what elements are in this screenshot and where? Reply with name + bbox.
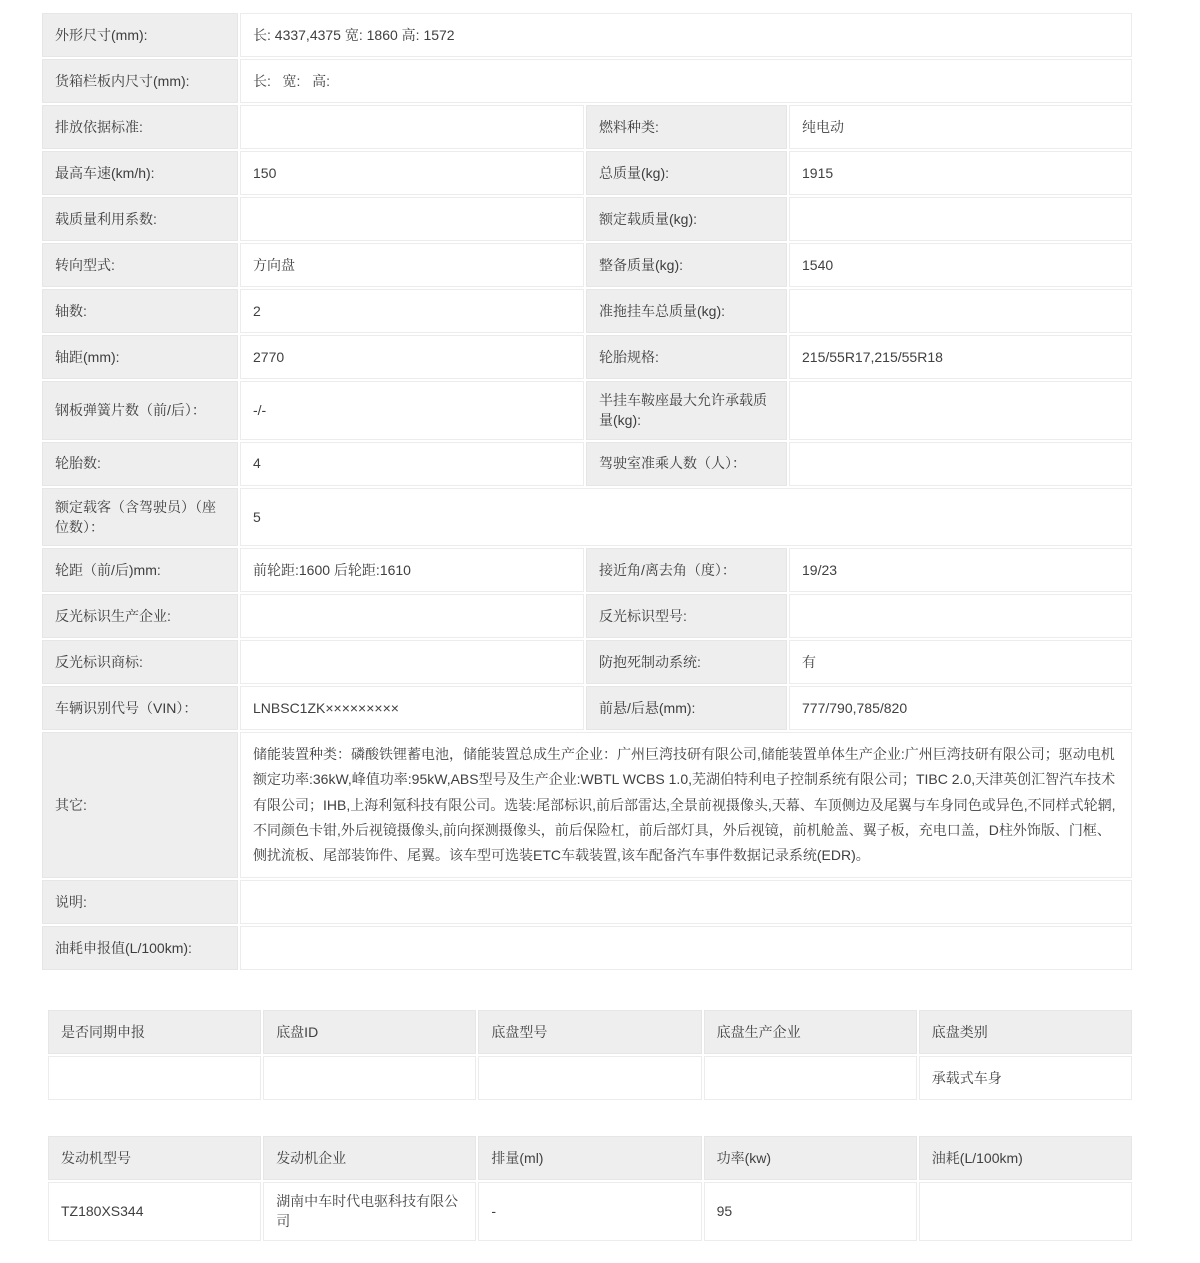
spec-label: 反光标识型号: [586,594,787,638]
spec-value [789,289,1132,333]
spec-value: 1915 [789,151,1132,195]
spec-value [240,640,584,684]
spec-value: 有 [789,640,1132,684]
spec-label: 油耗申报值(L/100km): [42,926,238,970]
spec-label: 货箱栏板内尺寸(mm): [42,59,238,103]
spec-label: 接近角/离去角（度）： [586,548,787,592]
column-header: 是否同期申报 [48,1010,261,1054]
vehicle-spec-table [40,11,1134,972]
table-row [42,926,1132,970]
spec-label: 轴距(mm): [42,335,238,379]
spec-label: 准拖挂车总质量(kg): [586,289,787,333]
table-row [42,105,1132,149]
engine-cell: 95 [704,1182,917,1241]
table-row [42,381,1132,440]
spec-label: 排放依据标准: [42,105,238,149]
spec-label: 转向型式: [42,243,238,287]
spec-label: 反光标识商标: [42,640,238,684]
table-row [42,594,1132,638]
column-header: 底盘类别 [919,1010,1132,1054]
spec-value [240,197,584,241]
chassis-cell [48,1056,261,1100]
spec-value [789,197,1132,241]
column-header: 发动机企业 [263,1136,476,1180]
spec-label: 其它: [42,732,238,878]
spec-label: 总质量(kg): [586,151,787,195]
spec-label: 车辆识别代号（VIN）： [42,686,238,730]
engine-cell: TZ180XS344 [48,1182,261,1241]
spec-value: 777/790,785/820 [789,686,1132,730]
spec-value: 2770 [240,335,584,379]
column-header: 发动机型号 [48,1136,261,1180]
chassis-cell [263,1056,476,1100]
spec-label: 半挂车鞍座最大允许承载质量(kg): [586,381,787,440]
chassis-cell: 承载式车身 [919,1056,1132,1100]
table-header-row [48,1010,1132,1054]
table-row [42,880,1132,924]
table-row [42,442,1132,486]
table-row [42,13,1132,57]
table-row [42,289,1132,333]
spec-value: 150 [240,151,584,195]
spec-value: -/- [240,381,584,440]
chassis-table [46,1008,1134,1102]
spec-value: 前轮距:1600 后轮距:1610 [240,548,584,592]
spec-label: 载质量利用系数: [42,197,238,241]
table-row [42,151,1132,195]
engine-cell: - [478,1182,701,1241]
spec-value [789,381,1132,440]
table-row [42,640,1132,684]
spec-label: 额定载质量(kg): [586,197,787,241]
spec-value: 纯电动 [789,105,1132,149]
table-row [42,488,1132,547]
table-row [42,686,1132,730]
column-header: 底盘型号 [478,1010,701,1054]
spec-value [240,880,1132,924]
column-header: 油耗(L/100km) [919,1136,1132,1180]
table-row [42,59,1132,103]
spec-label: 额定载客（含驾驶员）（座位数）： [42,488,238,547]
column-header: 底盘生产企业 [704,1010,917,1054]
table-row [48,1056,1132,1100]
spec-value: 19/23 [789,548,1132,592]
engine-table [46,1134,1134,1243]
spec-label: 轴数: [42,289,238,333]
table-row [42,243,1132,287]
spec-label: 轮胎规格: [586,335,787,379]
spec-label: 燃料种类: [586,105,787,149]
spec-label: 外形尺寸(mm): [42,13,238,57]
spec-value: 5 [240,488,1132,547]
spec-label: 防抱死制动系统: [586,640,787,684]
table-header-row [48,1136,1132,1180]
table-row-other [42,732,1132,878]
spec-value: LNBSC1ZK××××××××× [240,686,584,730]
spec-value-other: 储能装置种类：磷酸铁锂蓄电池，储能装置总成生产企业：广州巨湾技研有限公司,储能装置单体生产企业:广州巨湾技研有限公司；驱动电机额定功率:36kW,峰值功率:95kW,ABS型号及生产企业:WBTL WCBS 1.0,芜湖伯特利电子控制系统有限公司；TIBC 2.0,天津英创汇智汽车技术有限公司；IHB,上海利氪科技有限公司。选装:尾部标识,前后部雷达,全景前视摄像头,天幕、车顶侧边及尾翼与车身同色或异色,不同样式轮辋,不同颜色卡钳,外后视镜摄像头,前向探测摄像头，前后保险杠，前后部灯具，外后视镜，前机舱盖、翼子板，充电口盖，D柱外饰版、门框、侧扰流板、尾部装饰件、尾翼。该车型可选装ETC车载装置,该车配备汽车事件数据记录系统(EDR)。 [240,732,1132,878]
spec-value: 2 [240,289,584,333]
spec-value: 1540 [789,243,1132,287]
spec-label: 轮胎数: [42,442,238,486]
column-header: 底盘ID [263,1010,476,1054]
spec-label: 最高车速(km/h): [42,151,238,195]
spec-value [789,442,1132,486]
spec-label: 反光标识生产企业: [42,594,238,638]
spec-label: 整备质量(kg): [586,243,787,287]
column-header: 排量(ml) [478,1136,701,1180]
chassis-cell [478,1056,701,1100]
spec-value: 方向盘 [240,243,584,287]
spec-label: 前悬/后悬(mm): [586,686,787,730]
table-row [48,1182,1132,1241]
table-row [42,335,1132,379]
table-row [42,197,1132,241]
spec-label: 轮距（前/后)mm: [42,548,238,592]
column-header: 功率(kw) [704,1136,917,1180]
spec-value: 长: 4337,4375 宽: 1860 高: 1572 [240,13,1132,57]
spec-label: 驾驶室准乘人数（人）： [586,442,787,486]
engine-cell [919,1182,1132,1241]
spec-value [240,105,584,149]
spec-value: 4 [240,442,584,486]
spec-value: 长: 宽: 高: [240,59,1132,103]
table-row [42,548,1132,592]
spec-value [789,594,1132,638]
spec-value [240,594,584,638]
spec-label: 说明: [42,880,238,924]
spec-value [240,926,1132,970]
engine-cell: 湖南中车时代电驱科技有限公司 [263,1182,476,1241]
spec-value: 215/55R17,215/55R18 [789,335,1132,379]
spec-label: 钢板弹簧片数（前/后）： [42,381,238,440]
chassis-cell [704,1056,917,1100]
